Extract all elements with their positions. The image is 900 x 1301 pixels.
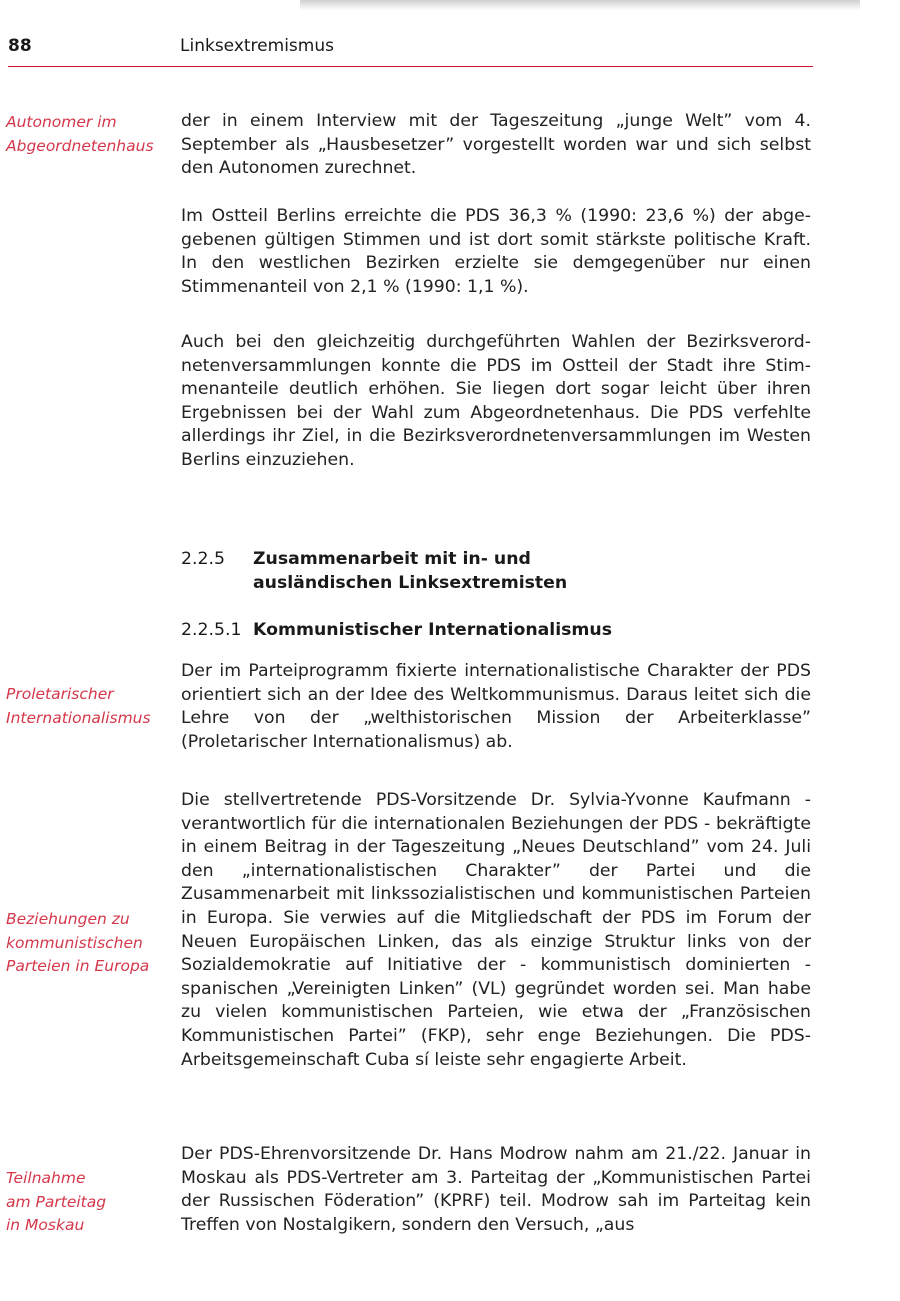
scan-shadow — [300, 0, 860, 10]
header-rule — [8, 66, 813, 67]
margin-note-text: Beziehungen zu kommunistischen Parteien in Europa — [6, 910, 150, 975]
paragraph-text: Der im Parteiprogramm fixierte internationalistische Charakter der PDS orientiert sich an der Idee des Weltkommunismus. Daraus leitet sich die Lehre von der „welthistorischen Mission der Arbeiterklasse” (Proletarischer Internationalismus) ab. — [181, 661, 811, 752]
page-number: 88 — [8, 36, 32, 56]
paragraph-text: der in einem Interview mit der Tageszeitung „junge Welt” vom 4. September als „Hausbesetzer” vorgestellt worden war und sich selbst den Autonomen zurechnet. — [181, 111, 811, 179]
paragraph-text: Im Ostteil Berlins erreichte die PDS 36,3 % (1990: 23,6 %) der abgegebenen gültigen Stimmen und ist dort somit stärkste politische Kraft. In den westlichen Bezirken erzielte sie demgegenüber nur einen Stimmenanteil von 2,1 % (1990: 1,1 %). — [181, 206, 811, 297]
subsection-title: Kommunistischer Internationalismus — [253, 620, 613, 640]
margin-note-text: Autonomer im Abgeordnetenhaus — [6, 113, 154, 155]
paragraph-1 — [181, 110, 811, 181]
margin-note-proletarischer — [6, 683, 176, 730]
paragraph-4 — [181, 660, 811, 754]
paragraph-text: Der PDS-Ehrenvorsitzende Dr. Hans Modrow nahm am 21./22. Januar in Moskau als PDS-Vertreter am 3. Parteitag der „Kommunistischen Partei der Russischen Föderation” (KPRF) teil. Modrow sah im Parteitag kein Treffen von Nostalgikern, sondern den Versuch, „aus — [181, 1144, 811, 1235]
margin-note-autonomer — [6, 111, 176, 158]
margin-note-text: Proletarischer Internationalismus — [6, 685, 151, 727]
paragraph-3 — [181, 331, 811, 473]
running-title: Linksextremismus — [180, 36, 334, 56]
section-heading — [181, 548, 811, 595]
paragraph-text: Auch bei den gleichzeitig durchgeführten Wahlen der Bezirksverordnetenversammlungen konnte die PDS im Ostteil der Stadt ihre Stimmenanteile deutlich erhöhen. Sie liegen dort sogar leicht über ihren Ergebnissen bei der Wahl zum Abgeordnetenhaus. Die PDS verfehlte allerdings ihr Ziel, in die Bezirksverordnetenversammlungen im Westen Berlins einzuziehen. — [181, 332, 811, 470]
section-title: Zusammenarbeit mit in- und ausländischen Linksextremisten — [253, 549, 568, 593]
paragraph-2 — [181, 205, 811, 299]
margin-note-beziehungen — [6, 908, 176, 979]
subsection-heading — [181, 619, 811, 643]
paragraph-text: Die stellvertretende PDS-Vorsitzende Dr. Sylvia-Yvonne Kaufmann - verantwortlich für die internationalen Beziehungen der PDS - bekräftigte in einem Beitrag in der Tageszeitung „Neues Deutschland” vom 24. Juli den „internationalistischen Charakter” der Partei und die Zusammenarbeit mit linkssozialistischen und kommunistischen Parteien in Europa. Sie verwies auf die Mitgliedschaft der PDS im Forum der Neuen Europäischen Linken, das als einzige Struktur links von der Sozialdemokratie auf Initiative der - kommunistisch dominierten - spanischen „Vereinigten Linken” (VL) gegründet worden sei. Man habe zu vielen kommunistischen Parteien, wie etwa der „Französischen Kommunistischen Partei” (FKP), sehr enge Beziehungen. Die PDS-Arbeitsgemeinschaft Cuba sí leiste sehr engagierte Arbeit. — [181, 790, 811, 1070]
paragraph-6 — [181, 1143, 811, 1237]
margin-note-teilnahme — [6, 1167, 176, 1238]
section-number: 2.2.5 — [181, 549, 225, 569]
paragraph-5 — [181, 789, 811, 1072]
margin-note-text: Teilnahme am Parteitag in Moskau — [6, 1169, 107, 1234]
subsection-number: 2.2.5.1 — [181, 620, 242, 640]
